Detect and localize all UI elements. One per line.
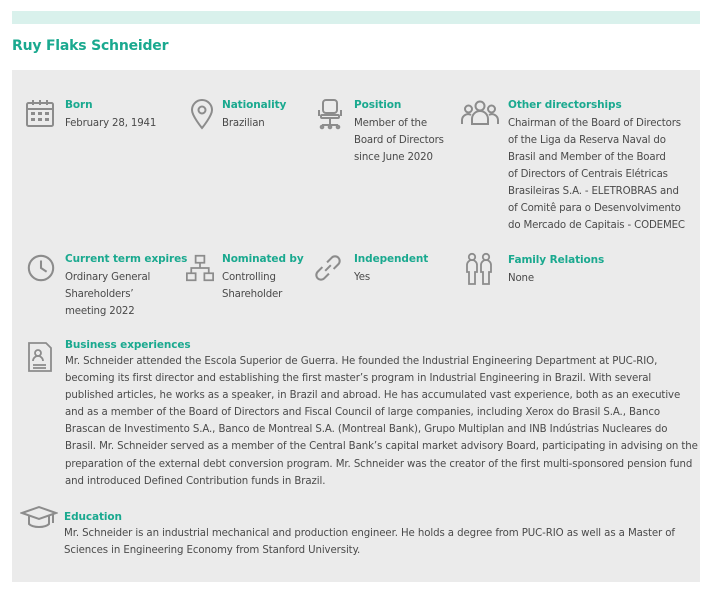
education-section [64,510,675,559]
directorships-line: do Mercado de Capitais - CODEMEC [508,220,685,231]
business-experiences-label: Business experiences [65,339,191,351]
clock-icon [26,253,56,283]
born-label: Born [65,99,93,111]
nominated-by-line: Controlling [222,272,276,283]
education-line: Sciences in Engineering Economy from Stanford University. [64,545,361,557]
position-field [354,98,444,166]
directorships-line: of Comitê para o Desenvolvimento [508,203,681,214]
business-line: published articles, he works as a speaker, in Brazil and abroad. He has accumulated vast experience, both as an executive [65,390,681,402]
other-directorships-field [508,98,685,234]
education-label: Education [64,511,122,523]
business-line: Brascan de Investimento S.A., Banco de Montreal S.A. (Montreal Bank), Grupo Multiplan and INB Indústrias Nucleares do [65,424,668,436]
family-relations-field [508,253,604,287]
business-line: Mr. Schneider attended the Escola Superior de Guerra. He founded the Industrial Engineering Department at PUC-RIO, [65,356,658,367]
family-relations-value: None [508,273,534,284]
current-term-line: Ordinary General [65,272,151,283]
born-value: February 28, 1941 [65,118,157,129]
profile-name: Ruy Flaks Schneider [12,38,169,54]
position-line: Board of Directors [354,135,444,146]
org-chart-icon [186,254,214,282]
nominated-by-line: Shareholder [222,289,283,300]
office-chair-icon [314,98,346,130]
position-line: Member of the [354,118,427,129]
directorships-line: of the Liga da Reserva Naval do [508,135,666,146]
directorships-line: Brasil and Member of the Board [508,152,666,163]
business-line: Brasil. Mr. Schneider served as a member of the Central Bank’s capital market advisory Board, participating in advising on the [65,441,698,453]
nominated-by-field [222,252,304,303]
business-line: and introduced Defined Contribution funds in Brazil. [65,475,326,487]
education-line: Mr. Schneider is an industrial mechanical and production engineer. He holds a degree from PUC-RIO as well as a Master of [64,528,675,539]
current-term-line: Shareholders’ [65,289,134,300]
directorships-line: Brasileiras S.A. - ELETROBRAS and [508,186,679,197]
current-term-field [65,252,187,320]
position-label: Position [354,99,402,111]
independent-label: Independent [354,253,429,265]
link-icon [313,253,343,283]
nominated-by-label: Nominated by [222,253,304,265]
nationality-value: Brazilian [222,118,265,129]
group-icon [461,97,499,129]
position-line: since June 2020 [354,152,433,163]
business-experiences-section [65,338,698,490]
location-pin-icon [186,98,218,130]
current-term-label: Current term expires [65,253,188,265]
graduation-cap-icon [20,505,58,531]
independent-value: Yes [354,272,370,283]
nationality-field [222,98,286,132]
top-accent-bar [12,11,700,24]
nationality-label: Nationality [222,99,287,111]
resume-icon [27,341,53,373]
people-icon [464,252,494,286]
calendar-icon [24,98,56,130]
directorships-line: Chairman of the Board of Directors [508,118,681,129]
business-line: preparation of the external debt conversion program. Mr. Schneider was the creator of the first multi-sponsored pension fund [65,458,693,470]
independent-field [354,252,428,286]
other-directorships-label: Other directorships [508,99,622,111]
business-line: and as a member of the Board of Directors and Fiscal Council of large companies, including Xerox do Brasil S.A., Banco [65,407,660,419]
current-term-line: meeting 2022 [65,306,135,317]
family-relations-label: Family Relations [508,254,605,266]
directorships-line: of Directors of Centrais Elétricas [508,169,668,180]
born-field [65,98,156,132]
business-line: becoming its first director and establishing the first master’s program in Industrial Engineering in Brazil. With several [65,373,652,385]
